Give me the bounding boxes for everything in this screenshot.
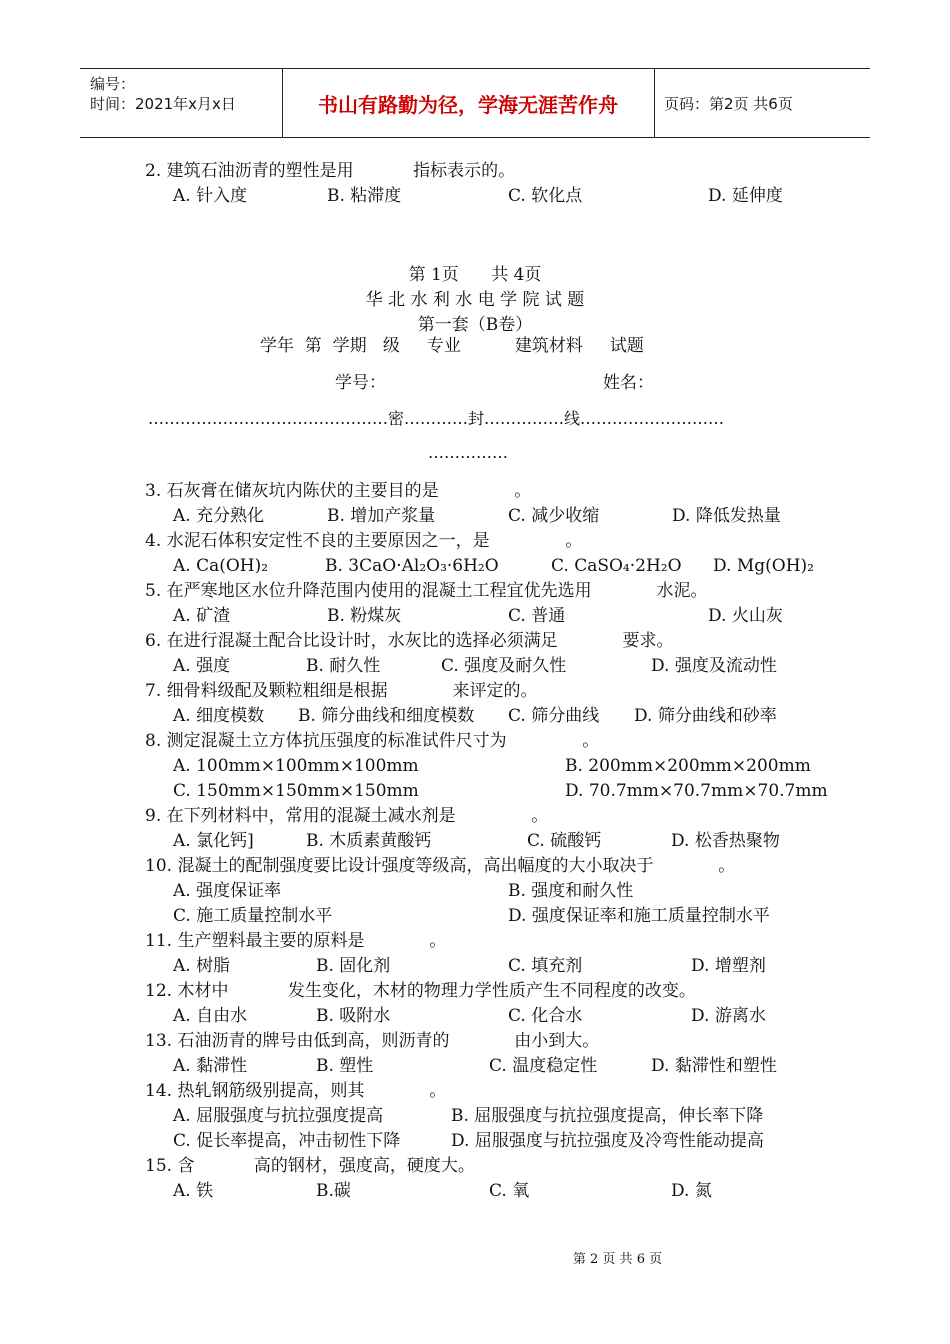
seal-line: ………………………………………密…………封……………线……………………… xyxy=(148,409,724,428)
time-label: 时间：2021年x月x日 xyxy=(90,95,236,113)
question-14-option-d: D. 屈服强度与抗拉强度及冷弯性能动提高 xyxy=(451,1131,764,1151)
question-4-option-d: D. Mg(OH)₂ xyxy=(713,556,814,576)
question-6-option-c: C. 强度及耐久性 xyxy=(441,656,567,676)
header-info-cell xyxy=(80,69,283,137)
question-13-option-a: A. 黏滞性 xyxy=(173,1056,248,1076)
student-name-label: 姓名： xyxy=(603,373,654,393)
question-13-option-d: D. 黏滞性和塑性 xyxy=(651,1056,777,1076)
question-5-option-a: A. 矿渣 xyxy=(173,606,231,626)
question-12-option-a: A. 自由水 xyxy=(173,1006,248,1026)
question-6-option-d: D. 强度及流动性 xyxy=(651,656,777,676)
question-2-option-d: D. 延伸度 xyxy=(708,186,783,206)
question-14-option-c: C. 促长率提高，冲击韧性下降 xyxy=(173,1131,401,1151)
question-13-stem: 13. 石油沥青的牌号由低到高，则沥青的 由小到大。 xyxy=(145,1031,600,1051)
question-7-option-d: D. 筛分曲线和砂率 xyxy=(634,706,777,726)
question-4-stem: 4. 水泥石体积安定性不良的主要原因之一，是 。 xyxy=(145,531,583,551)
question-14-option-a: A. 屈服强度与抗拉强度提高 xyxy=(173,1106,384,1126)
question-9-option-c: C. 硫酸钙 xyxy=(527,831,602,851)
question-10-option-d: D. 强度保证率和施工质量控制水平 xyxy=(508,906,770,926)
question-3-stem: 3. 石灰膏在储灰坑内陈伏的主要目的是 。 xyxy=(145,481,532,501)
question-4-option-a: A. Ca(OH)₂ xyxy=(173,556,269,576)
question-15-option-b: B.碳 xyxy=(316,1181,351,1201)
question-3-option-a: A. 充分熟化 xyxy=(173,506,265,526)
course-line: 学年 第 学期 级 专业 建筑材料 试题 xyxy=(260,336,644,356)
question-11-option-d: D. 增塑剂 xyxy=(691,956,766,976)
question-12-option-b: B. 吸附水 xyxy=(316,1006,391,1026)
question-2-option-c: C. 软化点 xyxy=(508,186,583,206)
question-4-option-c: C. CaSO₄·2H₂O xyxy=(551,556,682,576)
question-11-stem: 11. 生产塑料最主要的原料是 。 xyxy=(145,931,447,951)
question-9-option-b: B. 木质素黄酸钙 xyxy=(306,831,432,851)
question-2-stem: 2. 建筑石油沥青的塑性是用 指标表示的。 xyxy=(145,161,516,181)
question-15-option-a: A. 铁 xyxy=(173,1181,214,1201)
question-9-stem: 9. 在下列材料中，常用的混凝土减水剂是 。 xyxy=(145,806,549,826)
question-3-option-d: D. 降低发热量 xyxy=(672,506,781,526)
question-5-option-d: D. 火山灰 xyxy=(708,606,783,626)
question-11-option-b: B. 固化剂 xyxy=(316,956,391,976)
question-7-option-a: A. 细度模数 xyxy=(173,706,265,726)
school-title: 华 北 水 利 水 电 学 院 试 题 xyxy=(365,290,585,310)
question-15-option-d: D. 氮 xyxy=(671,1181,712,1201)
question-4-option-b: B. 3CaO·Al₂O₃·6H₂O xyxy=(325,556,499,576)
question-8-stem: 8. 测定混凝土立方体抗压强度的标准试件尺寸为 。 xyxy=(145,731,600,751)
question-10-option-a: A. 强度保证率 xyxy=(173,881,282,901)
question-14-option-b: B. 屈服强度与抗拉强度提高，伸长率下降 xyxy=(451,1106,764,1126)
number-label: 编号： xyxy=(90,75,136,93)
question-5-stem: 5. 在严寒地区水位升降范围内使用的混凝土工程宜优先选用 水泥。 xyxy=(145,581,708,601)
question-12-stem: 12. 木材中 发生变化，木材的物理力学性质产生不同程度的改变。 xyxy=(145,981,696,1001)
question-15-option-c: C. 氧 xyxy=(489,1181,530,1201)
question-13-option-b: B. 塑性 xyxy=(316,1056,374,1076)
question-14-stem: 14. 热轧钢筋级别提高，则其 。 xyxy=(145,1081,447,1101)
question-5-option-b: B. 粉煤灰 xyxy=(327,606,402,626)
question-7-option-c: C. 筛分曲线 xyxy=(508,706,600,726)
question-8-option-a: A. 100mm×100mm×100mm xyxy=(173,756,419,776)
question-9-option-a: A. 氯化钙] xyxy=(173,831,254,851)
question-12-option-d: D. 游离水 xyxy=(691,1006,766,1026)
question-7-option-b: B. 筛分曲线和细度模数 xyxy=(298,706,475,726)
question-6-stem: 6. 在进行混凝土配合比设计时，水灰比的选择必须满足 要求。 xyxy=(145,631,674,651)
motto: 书山有路勤为径，学海无涯苦作舟 xyxy=(282,69,655,137)
header-page-cell xyxy=(654,69,870,137)
question-10-option-b: B. 强度和耐久性 xyxy=(508,881,634,901)
question-6-option-b: B. 耐久性 xyxy=(306,656,381,676)
question-13-option-c: C. 温度稳定性 xyxy=(489,1056,598,1076)
question-11-option-c: C. 填充剂 xyxy=(508,956,583,976)
page-label: 页码：第2页 共6页 xyxy=(664,94,793,113)
question-2-option-a: A. 针入度 xyxy=(173,186,248,206)
inner-page-info: 第 1页 共 4页 xyxy=(408,265,542,285)
question-8-option-c: C. 150mm×150mm×150mm xyxy=(173,781,419,801)
seal-line-continued: …………… xyxy=(428,443,508,462)
question-10-option-c: C. 施工质量控制水平 xyxy=(173,906,333,926)
page-header xyxy=(80,68,870,138)
question-15-stem: 15. 含 高的钢材，强度高，硬度大。 xyxy=(145,1156,475,1176)
question-10-stem: 10. 混凝土的配制强度要比设计强度等级高，高出幅度的大小取决于 。 xyxy=(145,856,736,876)
question-7-stem: 7. 细骨料级配及颗粒粗细是根据 来评定的。 xyxy=(145,681,538,701)
question-3-option-c: C. 减少收缩 xyxy=(508,506,600,526)
question-12-option-c: C. 化合水 xyxy=(508,1006,583,1026)
question-6-option-a: A. 强度 xyxy=(173,656,231,676)
exam-set: 第一套（B卷） xyxy=(417,315,533,335)
question-8-option-d: D. 70.7mm×70.7mm×70.7mm xyxy=(565,781,828,801)
question-11-option-a: A. 树脂 xyxy=(173,956,231,976)
question-9-option-d: D. 松香热聚物 xyxy=(671,831,780,851)
student-number-label: 学号： xyxy=(335,373,386,393)
question-5-option-c: C. 普通 xyxy=(508,606,566,626)
question-8-option-b: B. 200mm×200mm×200mm xyxy=(565,756,811,776)
question-3-option-b: B. 增加产浆量 xyxy=(327,506,436,526)
question-2-option-b: B. 粘滞度 xyxy=(327,186,402,206)
page-footer: 第 2 页 共 6 页 xyxy=(572,1252,663,1267)
